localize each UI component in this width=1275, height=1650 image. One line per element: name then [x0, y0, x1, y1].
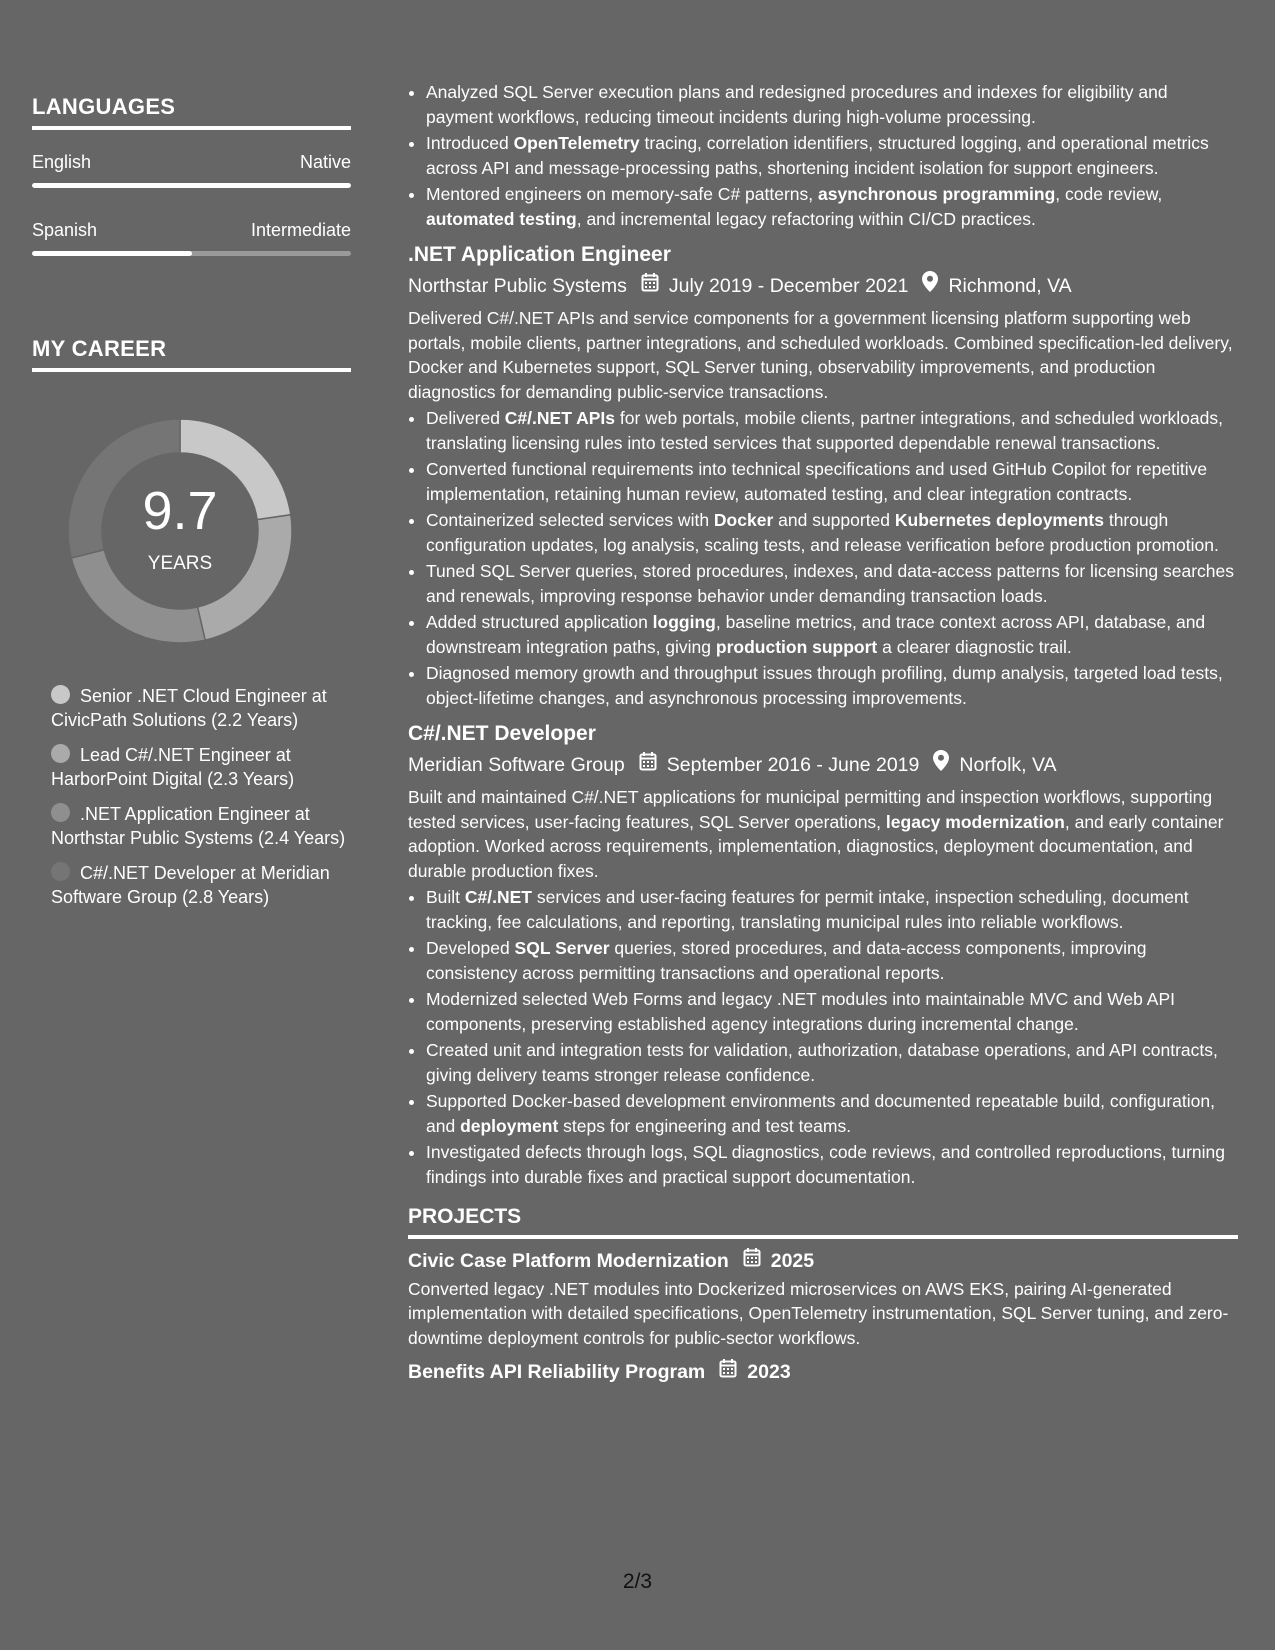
bullet-item	[426, 936, 1238, 985]
bullet-item	[426, 508, 1238, 557]
calendar-icon	[719, 1358, 737, 1386]
text-run: , code review,	[1055, 184, 1163, 204]
career-role-label: Lead C#/.NET Engineer at HarborPoint Digital (2.3 Years)	[51, 745, 295, 789]
job-meta	[408, 271, 1238, 300]
bullet-item	[426, 131, 1238, 180]
job-bullets	[408, 406, 1238, 710]
language-proficiency-fill	[32, 183, 351, 188]
text-run: through configuration updates, log analysis, scaling tests, and release verification before production promotion.	[426, 510, 1219, 555]
job-company: Meridian Software Group	[408, 753, 625, 776]
projects-list	[408, 1247, 1238, 1387]
legend-dot-icon	[51, 862, 70, 881]
bullet-item	[426, 1089, 1238, 1138]
career-heading: MY CAREER	[32, 336, 351, 372]
career-legend-item	[51, 684, 351, 732]
donut-center	[65, 416, 295, 646]
career-total-unit: YEARS	[147, 553, 213, 574]
legend-dot-icon	[51, 744, 70, 763]
main-content	[408, 80, 1238, 1386]
sidebar	[32, 94, 351, 920]
text-run: , and early container adoption. Worked across requirements, implementation, diagnostics, deployment documentation, and durable production fixes.	[408, 811, 1224, 881]
bullet-item	[426, 610, 1238, 659]
bold-text: logging	[652, 612, 716, 632]
career-legend-item	[51, 802, 351, 850]
calendar-icon	[639, 751, 657, 779]
calendar-icon	[743, 1247, 761, 1275]
text-run: Supported Docker-based development environments and documented repeatable build, configuration, and	[426, 1091, 1215, 1136]
text-run: Modernized selected Web Forms and legacy .NET modules into maintainable MVC and Web API components, preserving established agency integrations during incremental change.	[426, 989, 1175, 1034]
language-list	[32, 152, 351, 256]
job-company: Northstar Public Systems	[408, 274, 627, 297]
legend-dot-icon	[51, 803, 70, 822]
job-entry	[408, 241, 1238, 710]
map-pin-icon	[933, 750, 949, 779]
projects-heading: PROJECTS	[408, 1205, 1238, 1239]
bold-text: automated testing	[426, 208, 577, 229]
text-run: Diagnosed memory growth and throughput issues through profiling, dump analysis, targeted load tests, object-lifetime changes, and asynchronous processing improvements.	[426, 663, 1223, 708]
project-entry	[408, 1358, 1238, 1386]
previous-role-bullets	[408, 80, 1238, 231]
project-title-row	[408, 1358, 1238, 1386]
job-title: .NET Application Engineer	[408, 243, 671, 266]
bold-text: SQL Server	[514, 938, 610, 958]
text-run: Converted functional requirements into technical specifications and used GitHub Copilot for repetitive implementation, retaining human review, automated testing, and clear integration contracts.	[426, 459, 1208, 504]
language-proficiency-bar	[32, 183, 351, 188]
text-run: Created unit and integration tests for validation, authorization, database operations, and API contracts, giving delivery teams stronger release confidence.	[426, 1040, 1218, 1085]
bullet-item	[426, 457, 1238, 506]
bold-text: Kubernetes deployments	[894, 510, 1104, 530]
experience-list	[408, 241, 1238, 1189]
project-description: Converted legacy .NET modules into Dockerized microservices on AWS EKS, pairing AI-generated implementation with detailed specifications, OpenTelemetry instrumentation, SQL Server tuning, and zero-downtime deployment controls for public-sector workflows.	[408, 1278, 1229, 1348]
bullet-item	[426, 1038, 1238, 1087]
bold-text: Docker	[713, 510, 774, 530]
bullet-item	[426, 80, 1238, 129]
text-run: Containerized selected services with	[426, 510, 714, 530]
language-row	[32, 220, 351, 241]
text-run: tracing, correlation identifiers, structured logging, and operational metrics across API and message-processing paths, shortening incident isolation for support engineers.	[426, 133, 1209, 178]
job-title: C#/.NET Developer	[408, 722, 596, 745]
language-name: Spanish	[32, 220, 98, 240]
language-level: Intermediate	[250, 220, 351, 240]
career-legend-item	[51, 861, 351, 909]
job-bullets	[408, 885, 1238, 1189]
career-role-label: .NET Application Engineer at Northstar Public Systems (2.4 Years)	[51, 804, 346, 848]
legend-dot-icon	[51, 685, 70, 704]
bold-text: C#/.NET APIs	[504, 408, 616, 428]
text-run: services and user-facing features for permit intake, inspection scheduling, document tracking, fee calculations, and reporting, translating municipal rules into reliable workflows.	[426, 887, 1189, 932]
bullet-item	[426, 559, 1238, 608]
project-title: Civic Case Platform Modernization	[408, 1249, 729, 1272]
job-meta	[408, 750, 1238, 779]
text-run: steps for engineering and test teams.	[558, 1115, 852, 1136]
job-summary	[408, 306, 1238, 404]
bold-text: asynchronous programming	[818, 184, 1056, 204]
career-role-label: C#/.NET Developer at Meridian Software Group (2.8 Years)	[51, 863, 330, 907]
text-run: for web portals, mobile clients, partner integrations, and scheduled workloads, translating licensing rules into tested services that supported dependable renewal transactions.	[426, 408, 1223, 453]
bold-text: legacy modernization	[885, 811, 1065, 832]
page-number: 2/3	[622, 1570, 653, 1593]
text-run: , and incremental legacy refactoring within CI/CD practices.	[576, 208, 1036, 229]
project-entry	[408, 1247, 1238, 1351]
text-run: a clearer diagnostic trail.	[877, 636, 1072, 657]
project-title-row	[408, 1247, 1238, 1275]
bold-text: deployment	[460, 1115, 559, 1136]
project-title: Benefits API Reliability Program	[408, 1361, 706, 1383]
career-legend-item	[51, 743, 351, 791]
project-year: 2025	[770, 1249, 815, 1272]
language-name: English	[32, 152, 92, 172]
language-row	[32, 152, 351, 173]
bullet-item	[426, 885, 1238, 934]
project-year: 2023	[747, 1361, 791, 1383]
language-level: Native	[299, 152, 351, 172]
job-entry	[408, 720, 1238, 1189]
text-run: Analyzed SQL Server execution plans and redesigned procedures and indexes for eligibility and payment workflows, reducing timeout incidents during high-volume processing.	[426, 82, 1168, 127]
job-location: Richmond, VA	[948, 274, 1072, 297]
language-proficiency-fill	[32, 251, 192, 256]
text-run: queries, stored procedures, and data-access components, improving consistency across permitting transactions and operational reports.	[426, 938, 1147, 983]
job-summary	[408, 785, 1238, 883]
text-run: Built	[426, 887, 465, 907]
languages-heading: LANGUAGES	[32, 94, 351, 130]
language-proficiency-bar	[32, 251, 351, 256]
bullet-item	[426, 406, 1238, 455]
text-run: and supported	[773, 510, 895, 530]
text-run: Developed	[426, 938, 515, 958]
text-run: , baseline metrics, and trace context across API, database, and downstream integration paths, giving	[426, 612, 1206, 657]
text-run: Mentored engineers on memory-safe C# patterns,	[426, 184, 818, 204]
language-item	[32, 152, 351, 188]
bold-text: production support	[715, 636, 878, 657]
career-role-label: Senior .NET Cloud Engineer at CivicPath Solutions (2.2 Years)	[51, 686, 327, 730]
job-dates: September 2016 - June 2019	[666, 753, 920, 776]
bullet-item	[426, 1140, 1238, 1189]
text-run: Investigated defects through logs, SQL diagnostics, code reviews, and controlled reproductions, turning findings into durable fixes and practical support documentation.	[426, 1142, 1225, 1187]
text-run: Introduced	[426, 133, 514, 153]
calendar-icon	[641, 272, 659, 300]
text-run: Built and maintained C#/.NET applications for municipal permitting and inspection workflows, supporting tested services, user-facing features, SQL Server operations,	[408, 787, 1213, 832]
language-item	[32, 220, 351, 256]
text-run: Delivered C#/.NET APIs and service components for a government licensing platform supporting web portals, mobile clients, partner integrations, and scheduled workloads. Combined specification-led delivery, Docker and Kubernetes support, SQL Server tuning, observability improvements, and production diagnostics for demanding public-service transactions.	[408, 308, 1233, 402]
bullet-item	[426, 182, 1238, 231]
text-run: Added structured application	[426, 612, 653, 632]
text-run: Delivered	[426, 408, 505, 428]
bold-text: OpenTelemetry	[513, 133, 640, 153]
text-run: Tuned SQL Server queries, stored procedures, indexes, and data-access patterns for licensing searches and renewals, improving response behavior under demanding transaction loads.	[426, 561, 1235, 606]
bullet-item	[426, 661, 1238, 710]
career-total-value: 9.7	[142, 481, 218, 541]
job-dates: July 2019 - December 2021	[668, 274, 909, 297]
map-pin-icon	[922, 271, 938, 300]
job-location: Norfolk, VA	[959, 753, 1057, 776]
bullet-item	[426, 987, 1238, 1036]
career-donut-chart	[65, 416, 295, 646]
career-legend	[32, 684, 351, 909]
bold-text: C#/.NET	[464, 887, 533, 907]
